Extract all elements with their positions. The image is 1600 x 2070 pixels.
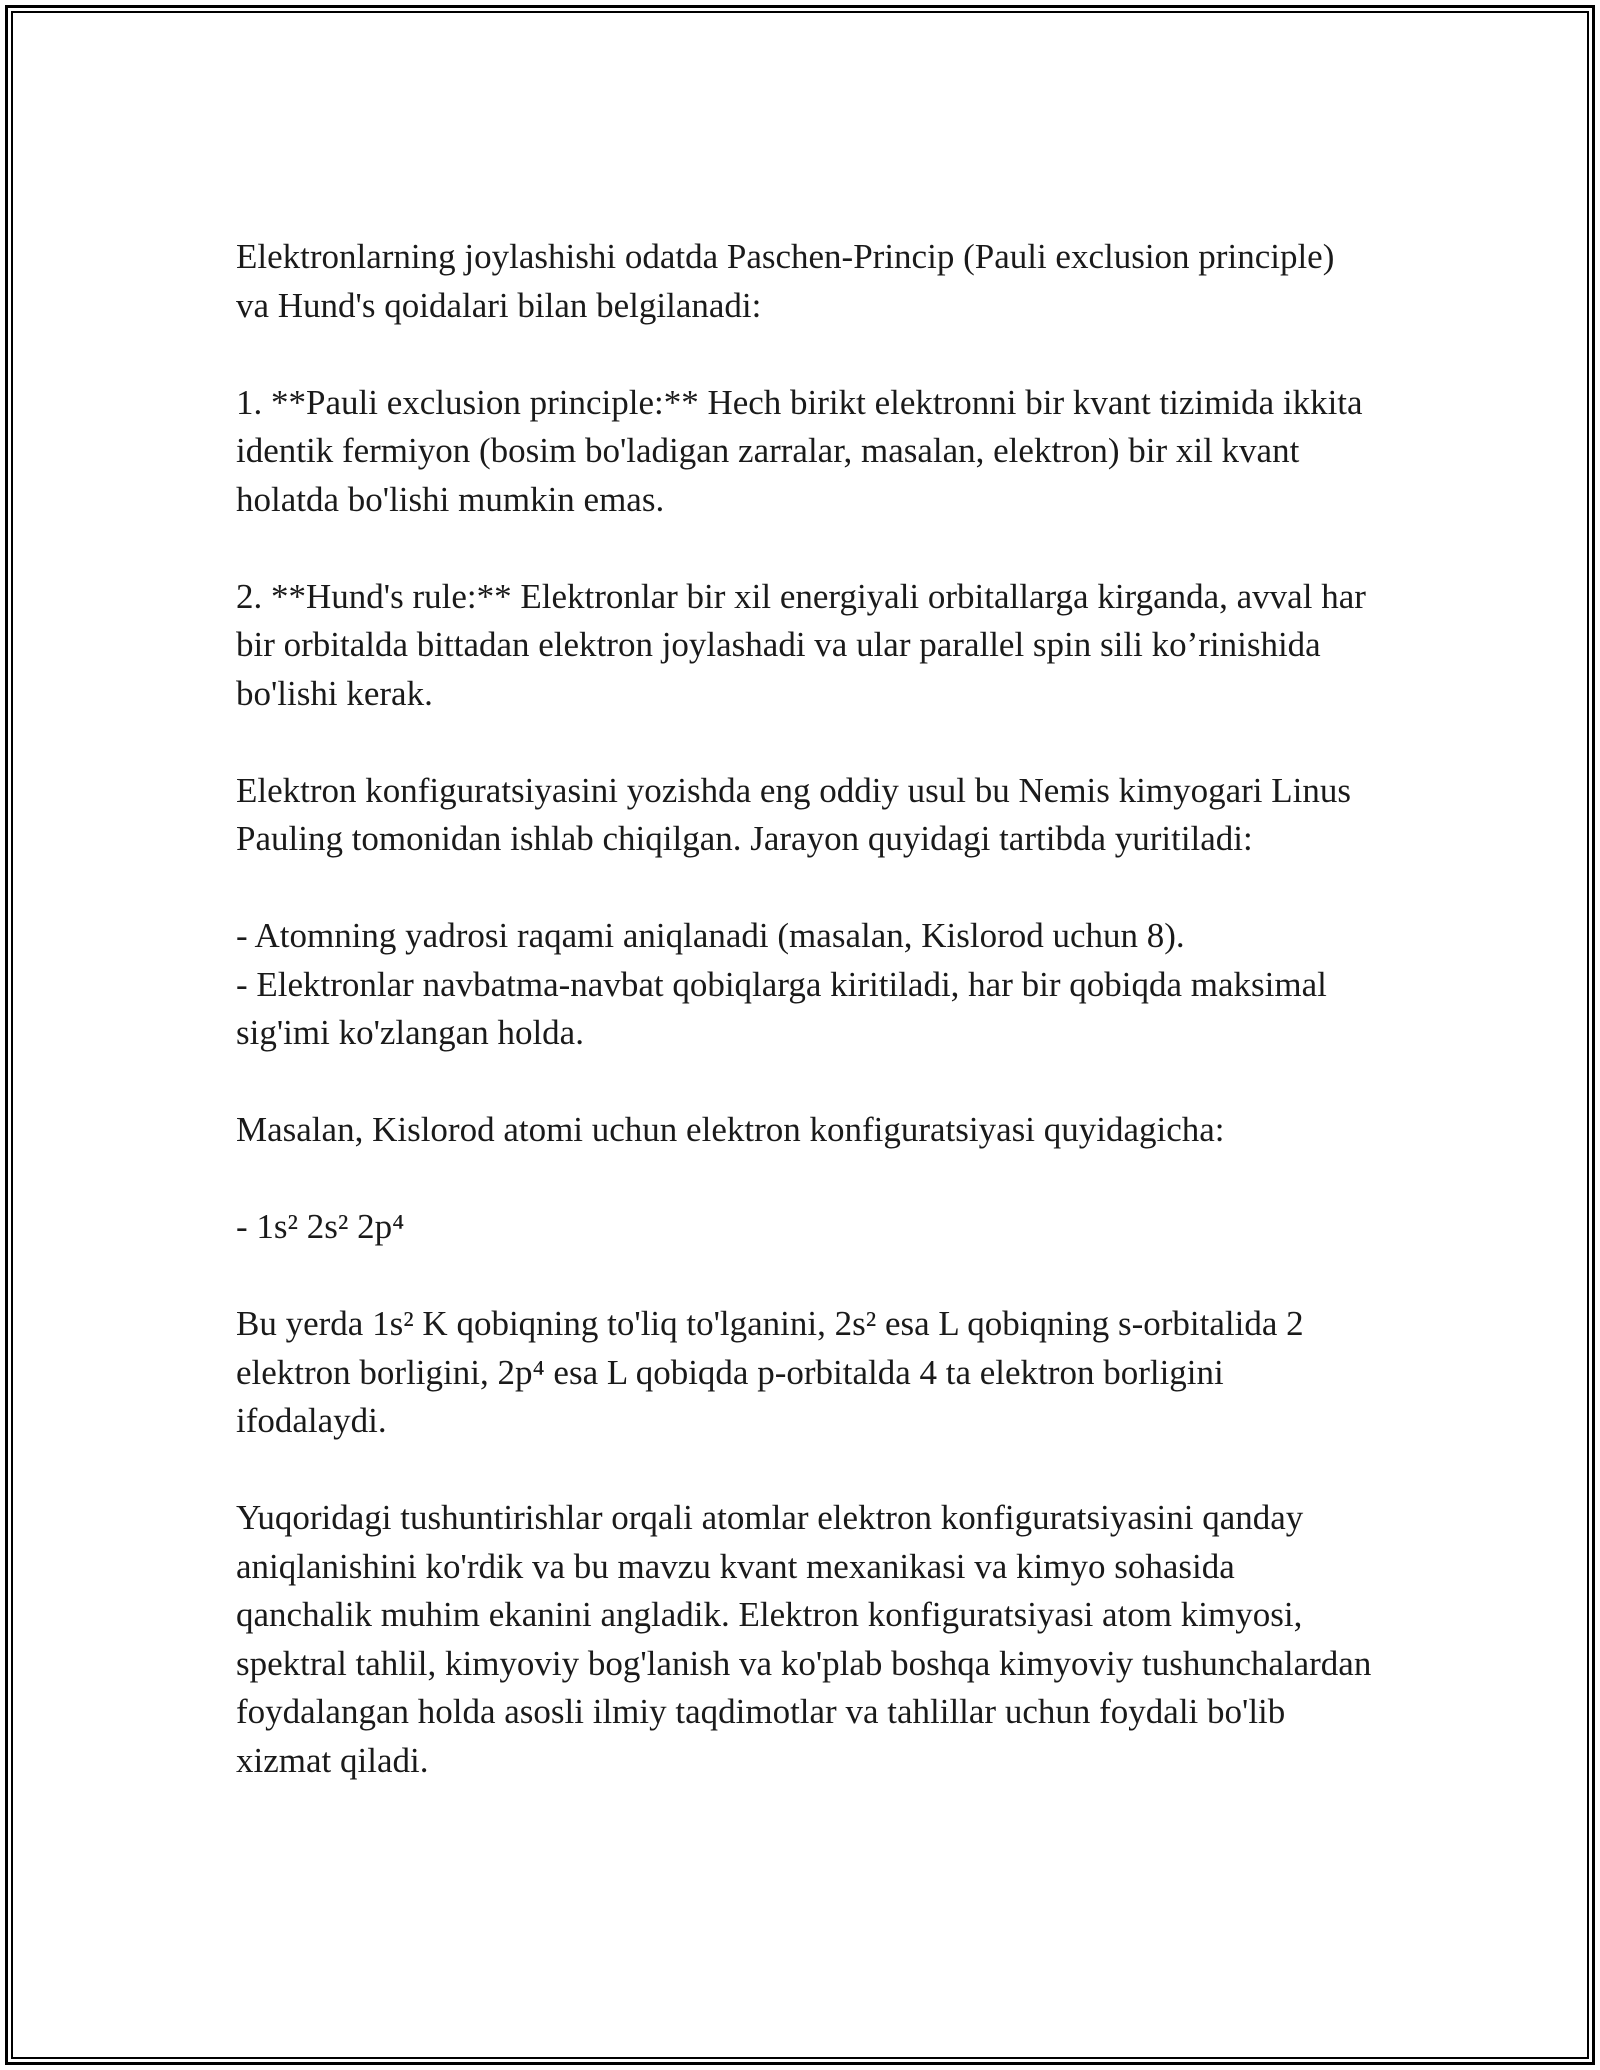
oxygen-example-paragraph: Masalan, Kislorod atomi uchun elektron konfiguratsiyasi quyidagicha: (236, 1110, 1225, 1149)
document-body (236, 233, 1381, 1834)
list-item-atomic-number: - Atomning yadrosi raqami aniqlanadi (masalan, Kislorod uchun 8). (236, 916, 1185, 955)
list-item-shell-filling: - Elektronlar navbatma-navbat qobiqlarga kiritiladi, har bir qobiqda maksimal sig'imi ko'zlangan holda. (236, 964, 1336, 1052)
configuration-method-paragraph: Elektron konfiguratsiyasini yozishda eng oddiy usul bu Nemis kimyogari Linus Pauling tomonidan ishlab chiqilgan. Jarayon quyidagi tartibda yuritiladi: (236, 770, 1360, 858)
conclusion-paragraph: Yuqoridagi tushuntirishlar orqali atomlar elektron konfiguratsiyasini qanday aniqlanishini ko'rdik va bu mavzu kvant mexanikasi va kimyo sohasida qanchalik muhim ekanini angladik. Elektron konfiguratsiyasi atom kimyosi, spektral tahlil, kimyoviy bog'lanish va ko'plab boshqa kimyoviy tushunchalardan foydalangan holda asosli ilmiy taqdimotlar va tahlillar uchun foydali bo'lib xizmat qiladi. (236, 1498, 1381, 1780)
configuration-explanation-paragraph: Bu yerda 1s² K qobiqning to'liq to'lganini, 2s² esa L qobiqning s-orbitalida 2 elektron borligini, 2p⁴ esa L qobiqda p-orbitalda 4 ta elektron borligini ifodalaydi. (236, 1304, 1313, 1440)
hund-rule-paragraph: 2. **Hund's rule:** Elektronlar bir xil energiyali orbitallarga kirganda, avval har bir orbitalda bittadan elektron joylashadi va ular parallel spin sili ko’rinishida bo'lishi kerak. (236, 576, 1375, 713)
intro-paragraph: Elektronlarning joylashishi odatda Paschen-Princip (Pauli exclusion principle) va Hund's qoidalari bilan belgilanadi: (236, 237, 1344, 325)
pauli-principle-paragraph: 1. **Pauli exclusion principle:** Hech birikt elektronni bir kvant tizimida ikkita identik fermiyon (bosim bo'ladigan zarralar, masalan, elektron) bir xil kvant holatda bo'lishi mumkin emas. (236, 382, 1372, 519)
oxygen-configuration: - 1s² 2s² 2p⁴ (236, 1207, 405, 1246)
